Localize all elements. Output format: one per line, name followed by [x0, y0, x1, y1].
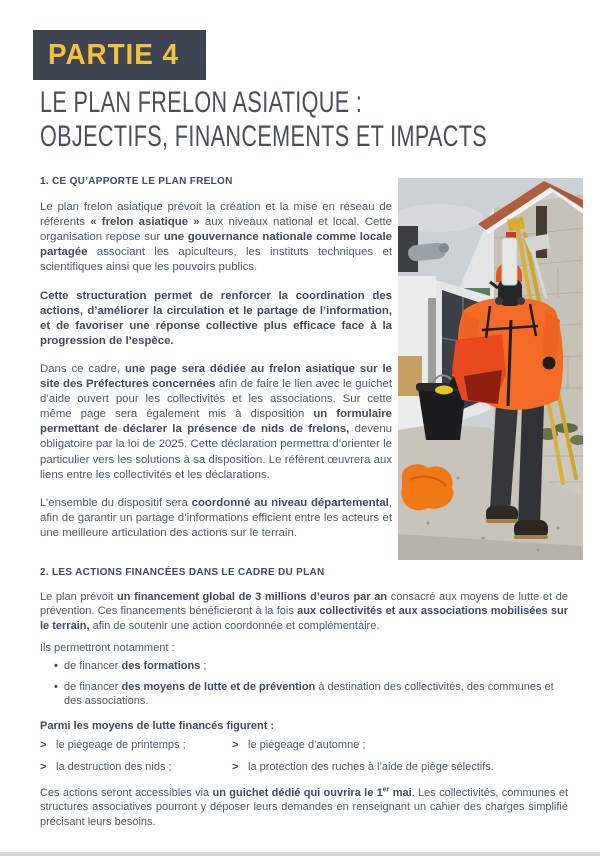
paragraph: Dans ce cadre, une page sera dédiée au frelon asiatique sur le site des Préfectures concernées afin de faire le lien avec le guichet d’aide ouvert pour les collectivités et les associations. Sur cette même page sera également mis à disposition un formulaire permettant de déclarer la présence de nids de frelons, devenu obligatoire par la loi de 2025. Cette déclaration permettra d’orienter le particulier vers les solutions à sa disposition. Le référent œuvrera aux liens entre les collectivités et les déclarations.: [40, 362, 393, 481]
means-list: [40, 738, 568, 774]
arrow-icon: >: [232, 739, 239, 752]
section-2: [40, 566, 568, 837]
list-item: [40, 659, 568, 674]
list-item-text: le piégeage de printemps ;: [56, 739, 186, 752]
page-title-line-2: OBJECTIFS, FINANCEMENTS ET IMPACTS: [40, 120, 488, 153]
list-item: [232, 760, 568, 775]
paragraph: L’ensemble du dispositif sera coordonné au niveau départemental, afin de garantir un partage d’informations efficient entre les acteurs et une meilleure articulation des actions sur le terrain.: [40, 496, 392, 539]
list-item-text: la destruction des nids ;: [56, 760, 172, 773]
page-title: [40, 86, 600, 154]
list-item: [232, 738, 568, 753]
page-title-line-1: LE PLAN FRELON ASIATIQUE :: [40, 86, 363, 119]
photo-orange-bag: [401, 464, 453, 510]
financing-bullet-list: [40, 659, 568, 709]
list-item-text: de financer des formations ;: [64, 659, 207, 672]
arrow-icon: >: [232, 760, 239, 773]
part-badge-label: PARTIE 4: [48, 38, 179, 71]
financing-list-intro: Ils permettront notamment :: [40, 642, 175, 655]
list-item-text: le piégeage d’automne ;: [248, 739, 366, 752]
list-item: [40, 738, 232, 753]
section-1-heading: 1. CE QU’APPORTE LE PLAN FRELON: [40, 176, 233, 187]
arrow-icon: >: [40, 760, 47, 773]
list-item-text: de financer des moyens de lutte et de prévention à destination des collectivités, des communes et des associations.: [64, 680, 554, 708]
list-item-text: la protection des ruches à l’aide de piège sélectifs.: [248, 760, 494, 773]
page-bottom-edge: [0, 852, 600, 856]
section-2-heading: 2. LES ACTIONS FINANCÉES DANS LE CADRE DU PLAN: [40, 567, 325, 578]
paragraph: Le plan frelon asiatique prévoit la création et la mise en réseau de référents « frelon asiatique » aux niveaux national et local. Cette organisation repose sur une gouvernance nationale comme locale partagée associant les apiculteurs, les instituts techniques et scientifiques ainsi que les pouvoirs publics.: [40, 201, 392, 274]
bullet-icon: •: [54, 680, 58, 693]
hornet-technician-photo: [398, 178, 583, 560]
paragraph: Ces actions seront accessibles via un guichet dédié qui ouvrira le 1er mai. Les collectivités, communes et structures associatives pourront y déposer leurs demandes en renseignant un cahier des charges simplifié précisant leurs besoins.: [40, 785, 568, 828]
section-1: [40, 174, 392, 541]
bullet-icon: •: [54, 659, 58, 672]
list-item: [40, 680, 568, 709]
part-badge: [33, 30, 206, 80]
means-heading: Parmi les moyens de lutte financés figurent :: [40, 719, 275, 732]
paragraph: Cette structuration permet de renforcer la coordination des actions, d’améliorer la circulation et le partage de l’information, et de favoriser une réponse collective plus efficace face à la progression de l’espèce.: [40, 289, 392, 347]
paragraph: Le plan prévoit un financement global de 3 millions d’euros par an consacré aux moyens de lutte et de prévention. Ces financements bénéficieront à la fois aux collectivités et aux associations mobilisées sur le terrain, afin de soutenir une action coordonnée et complémentaire.: [40, 590, 568, 632]
photo-illustration: [398, 178, 583, 560]
list-item: [40, 760, 232, 775]
arrow-icon: >: [40, 739, 47, 752]
